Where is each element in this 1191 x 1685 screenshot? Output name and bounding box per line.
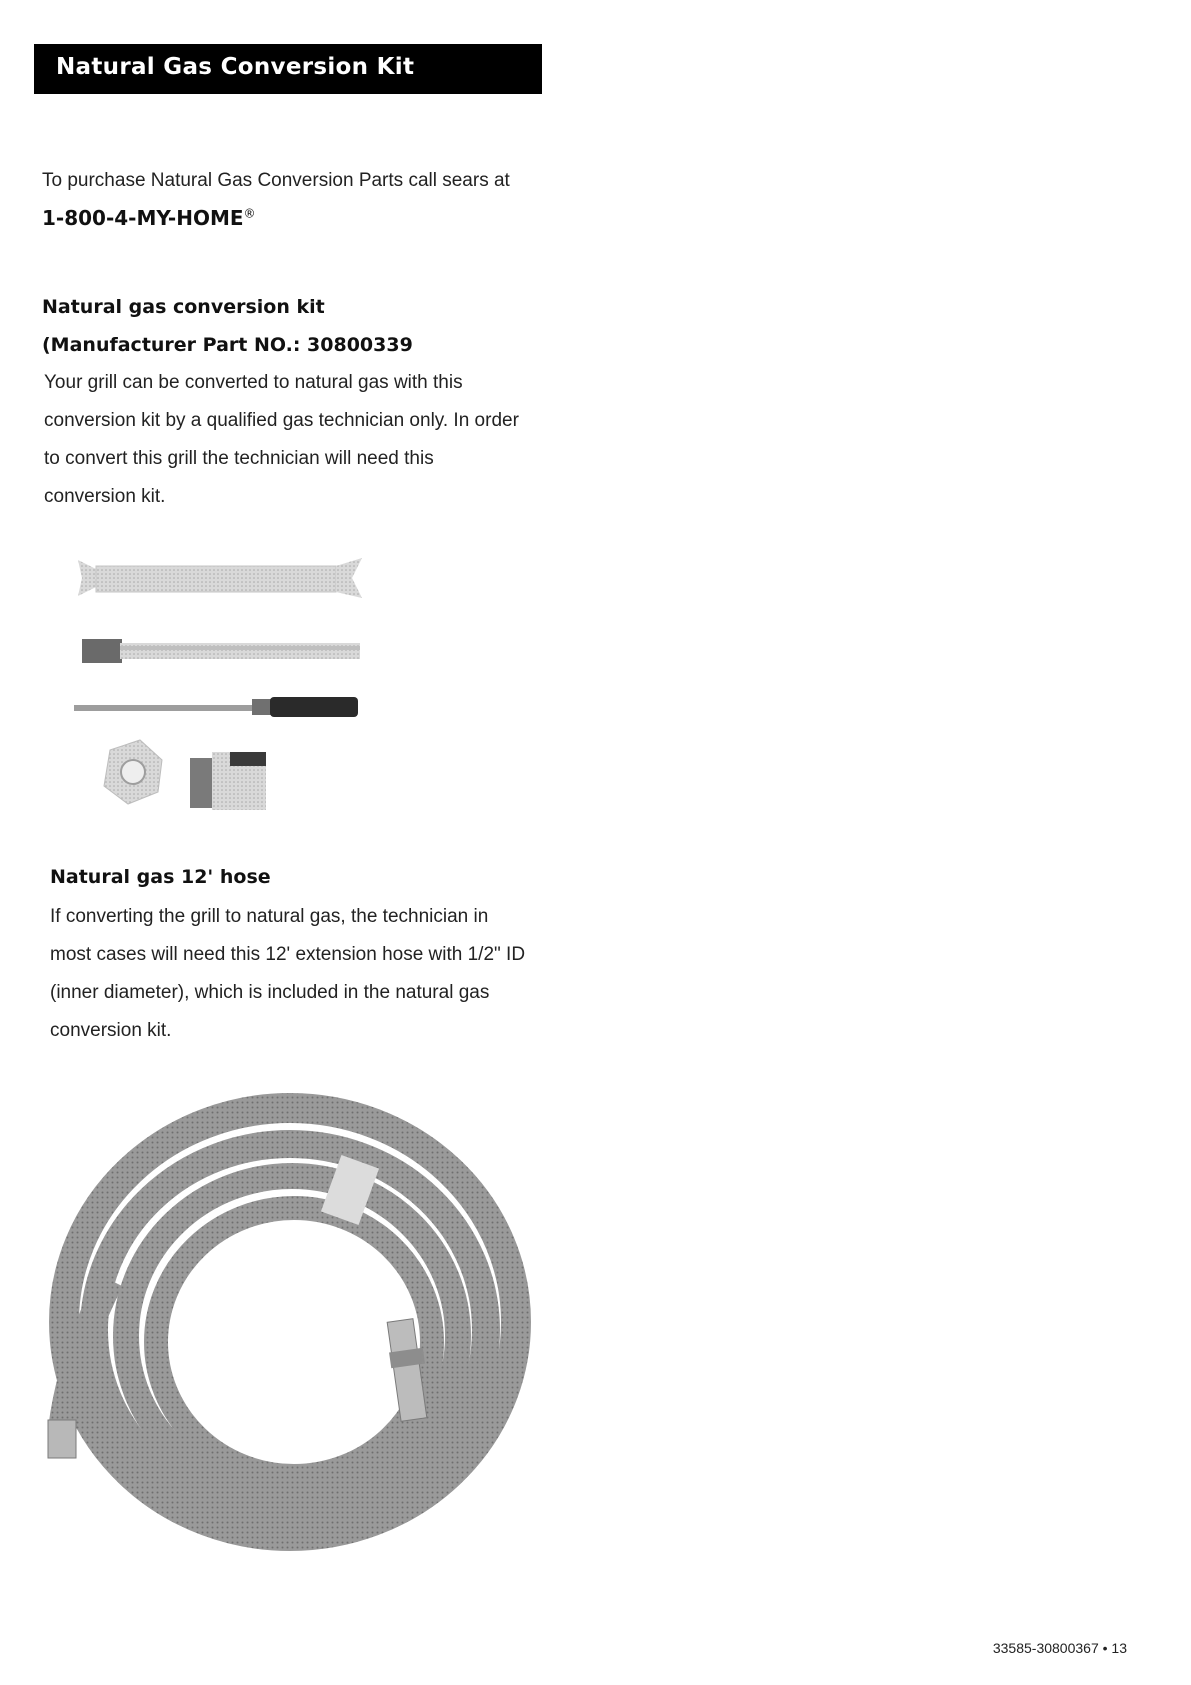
fitting-icon	[190, 752, 266, 810]
hose-body-line: (inner diameter), which is included in the natural gas	[50, 982, 490, 1003]
page-footer: 33585-30800367 • 13	[992, 1640, 1127, 1656]
orifice-icon	[104, 740, 162, 804]
registered-mark: ®	[243, 206, 256, 221]
kit-part-number: (Manufacturer Part NO.: 30800339	[42, 334, 413, 356]
hose-coil-icon	[48, 1108, 516, 1536]
kit-body-line: to convert this grill the technician will need this	[44, 448, 434, 469]
kit-body-line: Your grill can be converted to natural gas with this	[44, 372, 463, 393]
screwdriver-icon	[74, 697, 358, 717]
kit-body-line: conversion kit.	[44, 486, 166, 507]
socket-driver-icon	[82, 639, 360, 663]
kit-body-line: conversion kit by a qualified gas technician only. In order	[44, 410, 519, 431]
hose-body-line: If converting the grill to natural gas, the technician in	[50, 906, 489, 927]
wrench-icon	[78, 558, 362, 598]
hose-heading: Natural gas 12' hose	[50, 866, 271, 888]
phone-number-text: 1-800-4-MY-HOME	[42, 206, 244, 230]
hose-body-line: conversion kit.	[50, 1020, 172, 1041]
page-title: Natural Gas Conversion Kit	[56, 54, 415, 80]
hose-body-line: most cases will need this 12' extension hose with 1/2" ID	[50, 944, 526, 965]
intro-text: To purchase Natural Gas Conversion Parts call sears at	[42, 170, 510, 191]
kit-heading: Natural gas conversion kit	[42, 296, 325, 318]
